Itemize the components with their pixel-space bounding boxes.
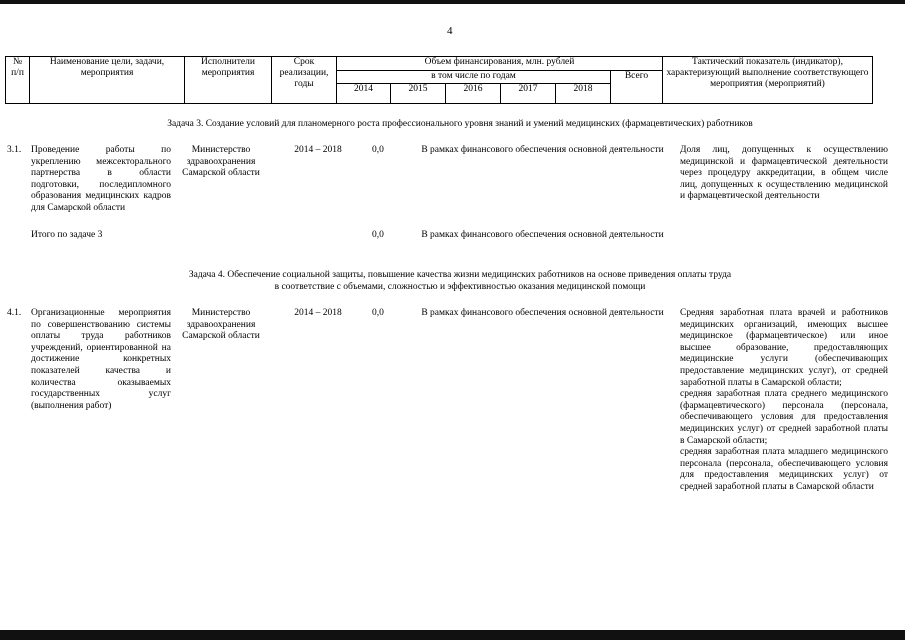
header-by-years: в том числе по годам — [337, 71, 611, 84]
task4-row-funding-note: В рамках финансового обеспечения основной деятельности — [421, 308, 664, 318]
header-funding: Объем финансирования, млн. рублей — [337, 57, 663, 71]
bottom-border — [0, 630, 905, 640]
task3-total-funding-note: В рамках финансового обеспечения основной деятельности — [421, 230, 664, 240]
header-term: Срок реализации, годы — [272, 57, 337, 104]
header-year: 2015 — [391, 84, 446, 104]
header-year: 2014 — [337, 84, 391, 104]
task4-row-executor: Министерство здравоохранения Самарской области — [182, 308, 260, 342]
task3-row-name: Проведение работы по укреплению межсекторального партнерства в области подготовки, последипломного образования медицинских кадров для Самарской области — [31, 145, 171, 213]
task3-row-funding-note: В рамках финансового обеспечения основной деятельности — [421, 145, 664, 155]
task4-row-term: 2014 – 2018 — [294, 308, 342, 318]
task3-total-amount: 0,0 — [372, 230, 384, 240]
header-year: 2018 — [556, 84, 611, 104]
header-executors: Исполнители мероприятия — [185, 57, 272, 104]
task3-row-term: 2014 – 2018 — [294, 145, 342, 155]
task4-title-line2: в соответствие с объемами, сложностью и эффективностью оказания медицинской помощи — [274, 282, 646, 292]
task3-title: Задача 3. Создание условий для планомерного роста профессионального уровня знаний и умений медицинских (фармацевтических) работников — [167, 119, 753, 129]
page-number: 4 — [447, 25, 453, 37]
task3-row-indicator: Доля лиц, допущенных к осуществлению медицинской и фармацевтической деятельности через процедуру аккредитации, в общем числе лиц, допущенных к осуществлению медицинской и фармацевтической деятельности — [680, 145, 888, 202]
task3-total-label: Итого по задаче 3 — [31, 230, 103, 240]
header-year: 2017 — [501, 84, 556, 104]
task4-indicator-item: средняя заработная плата младшего медицинского персонала (персонала, обеспечивающего условия для предоставления медицинских услуг) от средней заработной платы в Самарской области — [680, 447, 888, 492]
task3-row-amount: 0,0 — [372, 145, 384, 155]
task3-row-num: 3.1. — [7, 145, 22, 155]
task4-row-amount: 0,0 — [372, 308, 384, 318]
table-header — [5, 56, 873, 104]
task4-indicator-item: средняя заработная плата среднего медицинского (фармацевтического) персонала (персонала, обеспечивающего условия для предоставления медицинских услуг) от средней заработной платы в Самарской области; — [680, 389, 888, 446]
header-total: Всего — [611, 71, 663, 104]
task4-indicator-item: Средняя заработная плата врачей и работников медицинских организаций, имеющих высшее медицинское (фармацевтическое) или иное высшее образование, предоставляющих медицинские услуги (обеспечивающих предоставление медицинских услуг), от средней заработной платы в Самарской области; — [680, 308, 888, 388]
header-num: № п/п — [6, 57, 30, 104]
task4-row-name: Организационные мероприятия по совершенствованию системы оплаты труда работников учреждений, ориентированной на достижение конкретных показателей качества и количества оказываемых государственных услуг (выполнения работ) — [31, 308, 171, 411]
task4-title-line1: Задача 4. Обеспечение социальной защиты, повышение качества жизни медицинских работников на основе приведения оплаты труда — [188, 270, 732, 280]
header-year: 2016 — [446, 84, 501, 104]
task4-row-indicators — [680, 308, 888, 494]
top-border — [0, 0, 905, 4]
task3-row-executor: Министерство здравоохранения Самарской области — [182, 145, 260, 179]
task4-row-num: 4.1. — [7, 308, 22, 318]
header-indicator: Тактический показатель (индикатор), характеризующий выполнение соответствующего мероприятия (мероприятий) — [663, 57, 873, 104]
header-name: Наименование цели, задачи, мероприятия — [30, 57, 185, 104]
